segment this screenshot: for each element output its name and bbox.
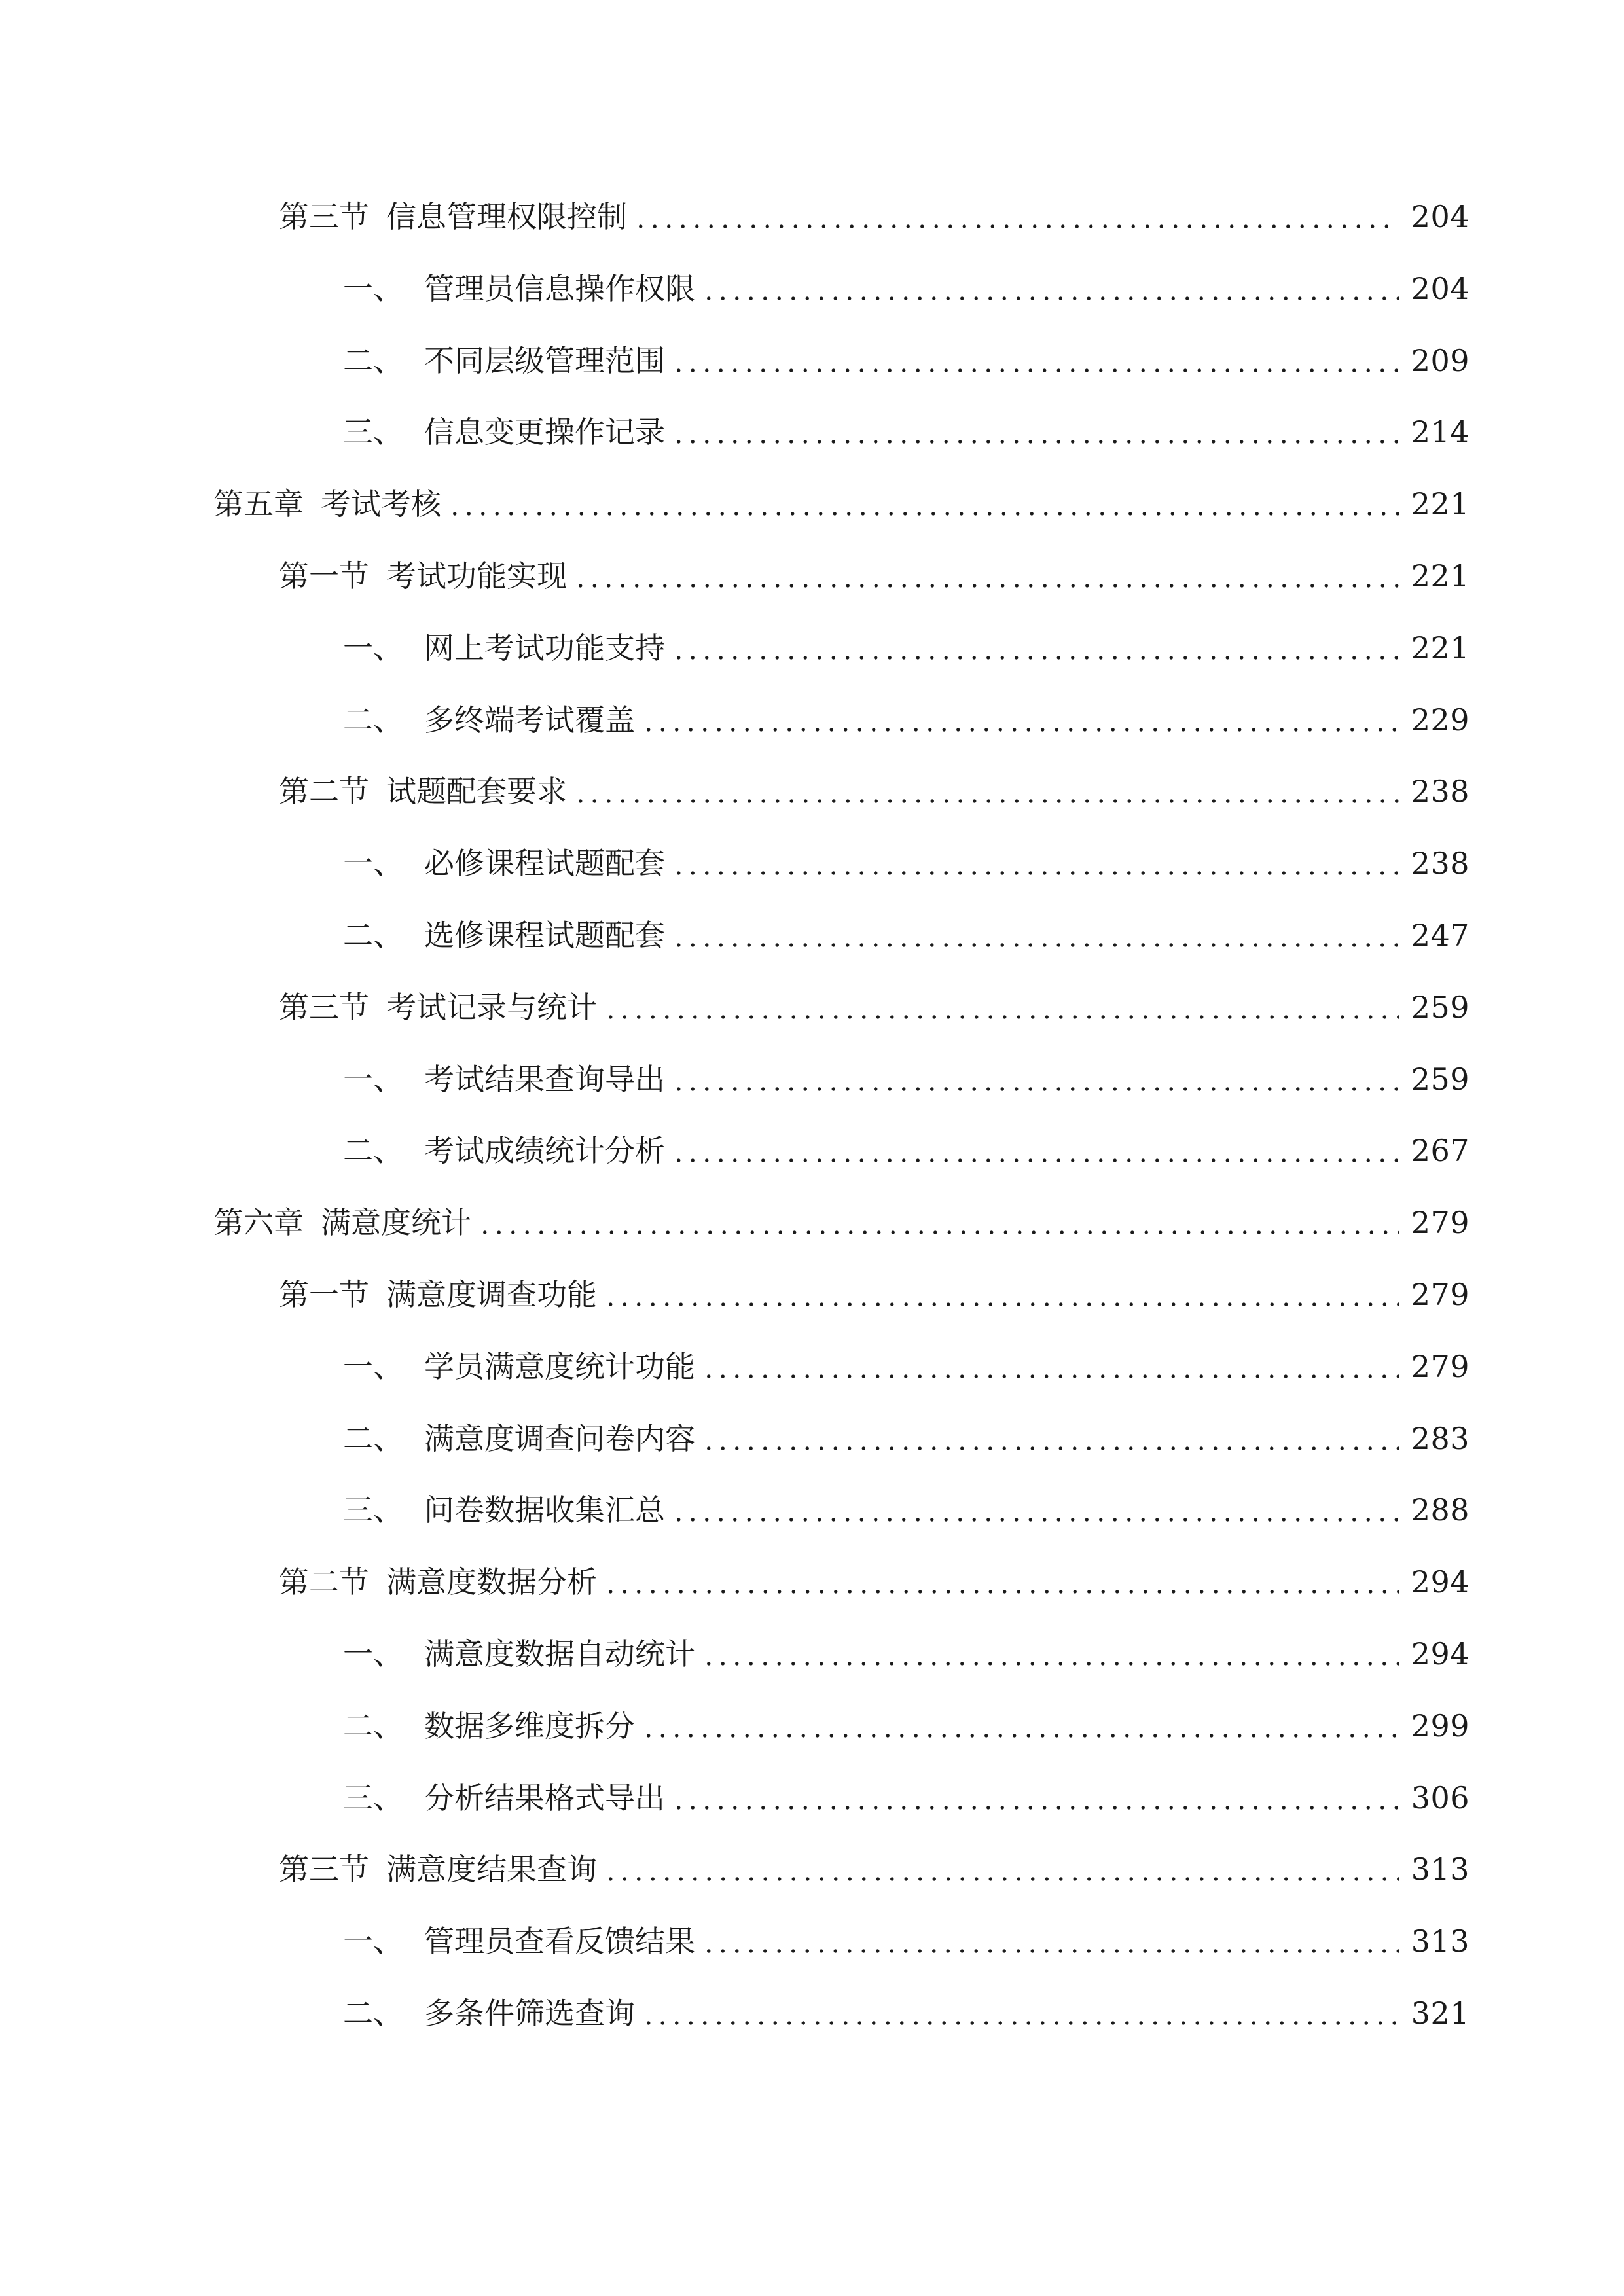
- toc-dot-leader: [702, 1918, 1399, 1964]
- toc-entry-page: 238: [1411, 846, 1470, 882]
- toc-entry-page: 221: [1411, 558, 1470, 594]
- toc-entry-page: 204: [1411, 270, 1470, 306]
- toc-dot-leader: [672, 912, 1399, 958]
- toc-dot-leader: [641, 1990, 1399, 2036]
- toc-entry[interactable]: [343, 1918, 1470, 1964]
- toc-entry-title: 考试记录与统计: [386, 989, 597, 1025]
- toc-entry[interactable]: [279, 984, 1470, 1030]
- toc-entry-number: 一、: [343, 1924, 403, 1960]
- toc-entry-number: 第三节: [279, 199, 369, 234]
- toc-entry-title: 多终端考试覆盖: [424, 702, 635, 738]
- toc-entry-page: 204: [1411, 199, 1470, 234]
- toc-entry-title: 信息变更操作记录: [424, 414, 665, 450]
- toc-dot-leader: [478, 1200, 1399, 1246]
- toc-entry-number: 一、: [343, 630, 403, 666]
- toc-entry[interactable]: [343, 1344, 1470, 1390]
- toc-entry-title: 不同层级管理范围: [424, 342, 665, 378]
- toc-dot-leader: [702, 1344, 1399, 1390]
- toc-entry[interactable]: [343, 1128, 1470, 1174]
- toc-entry-number: 一、: [343, 270, 403, 306]
- toc-entry[interactable]: [343, 1487, 1470, 1533]
- toc-entry-title: 满意度数据分析: [386, 1564, 597, 1600]
- toc-dot-leader: [702, 1631, 1399, 1677]
- toc-dot-leader: [641, 1703, 1399, 1749]
- toc-entry-number: 第一节: [279, 1277, 369, 1312]
- toc-entry-title: 满意度结果查询: [386, 1852, 597, 1888]
- toc-entry-number: 二、: [343, 1708, 403, 1744]
- toc-dot-leader: [641, 697, 1399, 743]
- toc-entry-title: 信息管理权限控制: [386, 199, 627, 234]
- toc-entry[interactable]: [343, 1990, 1470, 2036]
- toc-entry-number: 第二节: [279, 774, 369, 810]
- toc-entry[interactable]: [343, 840, 1470, 886]
- toc-dot-leader: [448, 481, 1399, 527]
- toc-entry-page: 313: [1411, 1924, 1470, 1960]
- toc-entry-number: 一、: [343, 1636, 403, 1672]
- toc-entry-title: 分析结果格式导出: [424, 1780, 665, 1816]
- toc-entry-number: 一、: [343, 846, 403, 882]
- toc-entry-page: 259: [1411, 1061, 1470, 1097]
- toc-entry-title: 网上考试功能支持: [424, 630, 665, 666]
- toc-dot-leader: [672, 625, 1399, 671]
- toc-entry[interactable]: [343, 1416, 1470, 1462]
- toc-entry-number: 一、: [343, 1348, 403, 1384]
- toc-entry[interactable]: [343, 1631, 1470, 1677]
- toc-entry-title: 必修课程试题配套: [424, 846, 665, 882]
- toc-entry-number: 二、: [343, 342, 403, 378]
- toc-entry-number: 一、: [343, 1061, 403, 1097]
- toc-entry-number: 二、: [343, 1133, 403, 1169]
- toc-dot-leader: [672, 1056, 1399, 1102]
- toc-entry[interactable]: [279, 194, 1470, 240]
- toc-entry[interactable]: [279, 1272, 1470, 1318]
- toc-entry-title: 试题配套要求: [386, 774, 567, 810]
- toc-entry-number: 第六章: [213, 1205, 304, 1241]
- toc-entry-number: 二、: [343, 702, 403, 738]
- toc-entry-page: 294: [1411, 1564, 1470, 1600]
- toc-entry-title: 管理员信息操作权限: [424, 270, 695, 306]
- toc-entry-page: 279: [1411, 1205, 1470, 1241]
- toc-entry-page: 259: [1411, 989, 1470, 1025]
- toc-dot-leader: [702, 1416, 1399, 1462]
- toc-dot-leader: [573, 768, 1399, 814]
- toc-dot-leader: [672, 840, 1399, 886]
- toc-entry-title: 满意度调查功能: [386, 1277, 597, 1312]
- toc-entry[interactable]: [279, 768, 1470, 814]
- toc-entry-number: 二、: [343, 1420, 403, 1456]
- toc-dot-leader: [604, 1846, 1399, 1892]
- toc-entry[interactable]: [279, 553, 1470, 599]
- toc-entry-page: 294: [1411, 1636, 1470, 1672]
- toc-entry[interactable]: [343, 1056, 1470, 1102]
- toc-dot-leader: [604, 1559, 1399, 1605]
- toc-entry-page: 306: [1411, 1780, 1470, 1816]
- toc-entry[interactable]: [279, 1846, 1470, 1892]
- toc-entry-number: 二、: [343, 1996, 403, 2031]
- toc-entry-title: 满意度数据自动统计: [424, 1636, 695, 1672]
- toc-dot-leader: [634, 194, 1399, 240]
- toc-entry[interactable]: [343, 1703, 1470, 1749]
- toc-dot-leader: [672, 338, 1399, 384]
- toc-entry-title: 考试成绩统计分析: [424, 1133, 665, 1169]
- toc-entry-page: 279: [1411, 1277, 1470, 1312]
- toc-entry-number: 三、: [343, 1780, 403, 1816]
- toc-entry-page: 299: [1411, 1708, 1470, 1744]
- toc-entry-title: 满意度调查问卷内容: [424, 1420, 695, 1456]
- toc-entry[interactable]: [213, 1200, 1470, 1246]
- toc-entry-page: 229: [1411, 702, 1470, 738]
- toc-entry-title: 考试结果查询导出: [424, 1061, 665, 1097]
- toc-entry-page: 288: [1411, 1492, 1470, 1528]
- toc-dot-leader: [672, 1775, 1399, 1821]
- toc-entry-number: 第一节: [279, 558, 369, 594]
- toc-entry[interactable]: [343, 409, 1470, 455]
- toc-entry[interactable]: [279, 1559, 1470, 1605]
- toc-dot-leader: [573, 553, 1399, 599]
- toc-dot-leader: [604, 984, 1399, 1030]
- toc-dot-leader: [672, 1128, 1399, 1174]
- toc-entry-title: 满意度统计: [321, 1205, 471, 1241]
- toc-entry-page: 238: [1411, 774, 1470, 810]
- toc-entry-number: 三、: [343, 1492, 403, 1528]
- toc-dot-leader: [604, 1272, 1399, 1318]
- toc-entry-title: 多条件筛选查询: [424, 1996, 635, 2031]
- toc-entry-title: 数据多维度拆分: [424, 1708, 635, 1744]
- toc-entry-title: 选修课程试题配套: [424, 918, 665, 953]
- toc-entry-number: 第五章: [213, 486, 304, 522]
- toc-entry-page: 283: [1411, 1420, 1470, 1456]
- toc-entry-title: 问卷数据收集汇总: [424, 1492, 665, 1528]
- toc-entry[interactable]: [343, 1775, 1470, 1821]
- toc-entry-title: 考试考核: [321, 486, 441, 522]
- toc-entry-number: 第三节: [279, 1852, 369, 1888]
- toc-entry-page: 279: [1411, 1348, 1470, 1384]
- toc-entry-page: 313: [1411, 1852, 1470, 1888]
- toc-entry[interactable]: [343, 697, 1470, 743]
- toc-entry[interactable]: [343, 338, 1470, 384]
- toc-entry-title: 学员满意度统计功能: [424, 1348, 695, 1384]
- toc-entry-number: 第三节: [279, 989, 369, 1025]
- toc-entry[interactable]: [213, 481, 1470, 527]
- toc-entry[interactable]: [343, 912, 1470, 958]
- toc-entry-page: 209: [1411, 342, 1470, 378]
- toc-entry[interactable]: [343, 625, 1470, 671]
- toc-entry-title: 管理员查看反馈结果: [424, 1924, 695, 1960]
- toc-entry-number: 三、: [343, 414, 403, 450]
- toc-entry-page: 267: [1411, 1133, 1470, 1169]
- toc-entry-number: 二、: [343, 918, 403, 953]
- toc-entry-title: 考试功能实现: [386, 558, 567, 594]
- toc-entry-page: 221: [1411, 486, 1470, 522]
- toc-entry-page: 247: [1411, 918, 1470, 953]
- toc-dot-leader: [672, 1487, 1399, 1533]
- toc-entry-page: 321: [1411, 1996, 1470, 2031]
- toc-dot-leader: [702, 266, 1399, 312]
- toc-dot-leader: [672, 409, 1399, 455]
- toc-entry[interactable]: [343, 266, 1470, 312]
- toc-entry-page: 214: [1411, 414, 1470, 450]
- toc-entry-page: 221: [1411, 630, 1470, 666]
- toc-entry-number: 第二节: [279, 1564, 369, 1600]
